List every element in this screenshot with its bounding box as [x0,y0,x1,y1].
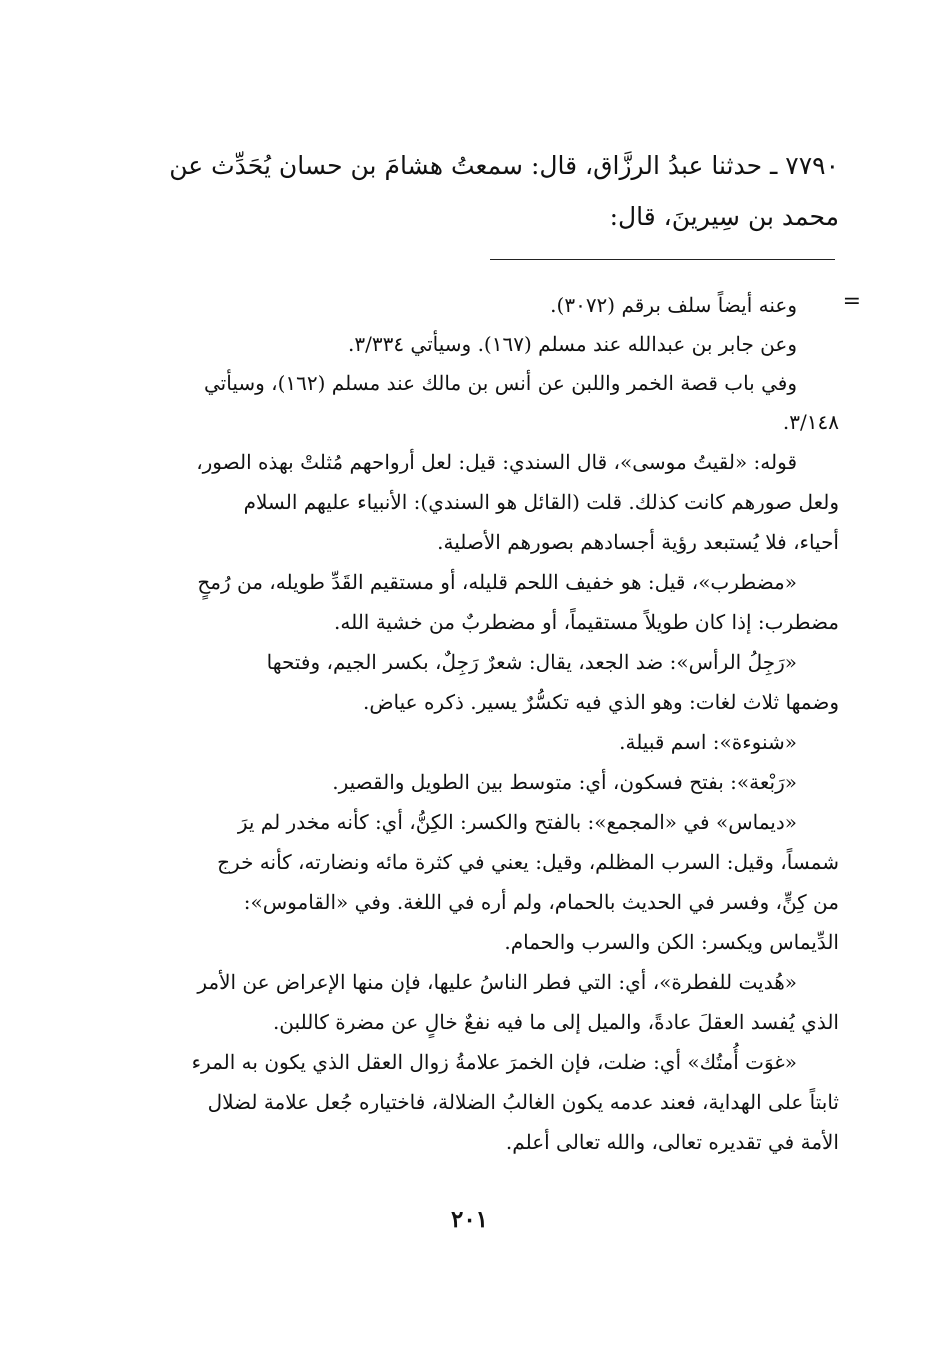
footnote-line: الذي يُفسد العقلَ عادةً، والميل إلى ما فيه نفعٌ خالٍ عن مضرة كاللبن. [272,1010,839,1034]
footnote-line: «هُديت للفطرة»، أي: التي فطر الناسُ عليها، فإن منها الإعراض عن الأمر [197,970,797,994]
footnote-line: «ديماس» في «المجمع»: بالفتح والكسر: الكِنُّ، أي: كأنه مخدر لم يرَ [237,810,797,834]
footnote-line: شمساً، وقيل: السرب المظلم، وقيل: يعني في كثرة مائه ونضارته، كأنه خرج [217,850,839,874]
footnote-line: من كِنٍّ، وفسر في الحديث بالحمام، ولم أره في اللغة. وفي «القاموس»: [243,890,839,914]
footnote-line: الأمة في تقديره تعالى، والله تعالى أعلم. [505,1130,839,1154]
footnote-line: قوله: «لقيتُ موسى»، قال السندي: قيل: لعل أرواحهم مُثلتْ بهذه الصور، [196,450,797,474]
footnote-line: الدِّيماس ويكسر: الكن والسرب والحمام. [504,930,839,954]
footnote-line: «رَبْعة»: بفتح فسكون، أي: متوسط بين الطويل والقصير. [332,770,797,794]
footnote-line: «مضطرب»، قيل: هو خفيف اللحم قليله، أو مستقيم القَدِّ طويله، من رُمحٍ [197,570,797,594]
footnote-line: وعنه أيضاً سلف برقم (٣٠٧٢). [550,293,797,317]
hadith-text [135,140,839,242]
footnotes [135,286,839,1162]
footnote-line: وعن جابر بن عبدالله عند مسلم (١٦٧). وسيأتي ٣/٣٣٤. [348,332,797,356]
footnote-continuation-marker: = [842,289,861,314]
footnote-line: «رَجِلُ الرأس»: ضد الجعد، يقال: شعرٌ رَجِلٌ، بكسر الجيم، وفتحها [266,650,797,674]
footnote-line: أحياء، فلا يُستبعد رؤية أجسادهم بصورهم الأصلية. [437,530,839,554]
footnote-line: ٣/١٤٨. [782,410,839,434]
footnote-line: مضطرب: إذا كان طويلاً مستقيماً، أو مضطربٌ من خشية الله. [334,610,839,634]
hadith-line: محمد بن سِيرينَ، قال: [609,202,839,231]
footnote-line: وفي باب قصة الخمر واللبن عن أنس بن مالك عند مسلم (١٦٢)، وسيأتي [203,371,797,395]
footnote-line: «غوَت أُمتُك» أي: ضلت، فإن الخمرَ علامةُ زوال العقل الذي يكون به المرء [191,1050,797,1074]
footnote-line: وضمها ثلاث لغات: وهو الذي فيه تكسُّرٌ يسير. ذكره عياض. [363,690,839,714]
footnote-line: ثابتاً على الهداية، فعند عدمه يكون الغالبُ الضلالة، فاختياره جُعل علامة لضلال [207,1090,839,1114]
footnote-line: ولعل صورهم كانت كذلك. قلت (القائل هو السندي): الأنبياء عليهم السلام [243,490,839,514]
page-number: ٢٠١ [450,1206,489,1233]
footnote-line: «شنوءة»: اسم قبيلة. [619,730,797,754]
footnote-separator [490,259,835,260]
hadith-line: ٧٧٩٠ ـ حدثنا عبدُ الرزَّاق، قال: سمعتُ هشامَ بن حسان يُحَدِّث عن [169,151,839,180]
